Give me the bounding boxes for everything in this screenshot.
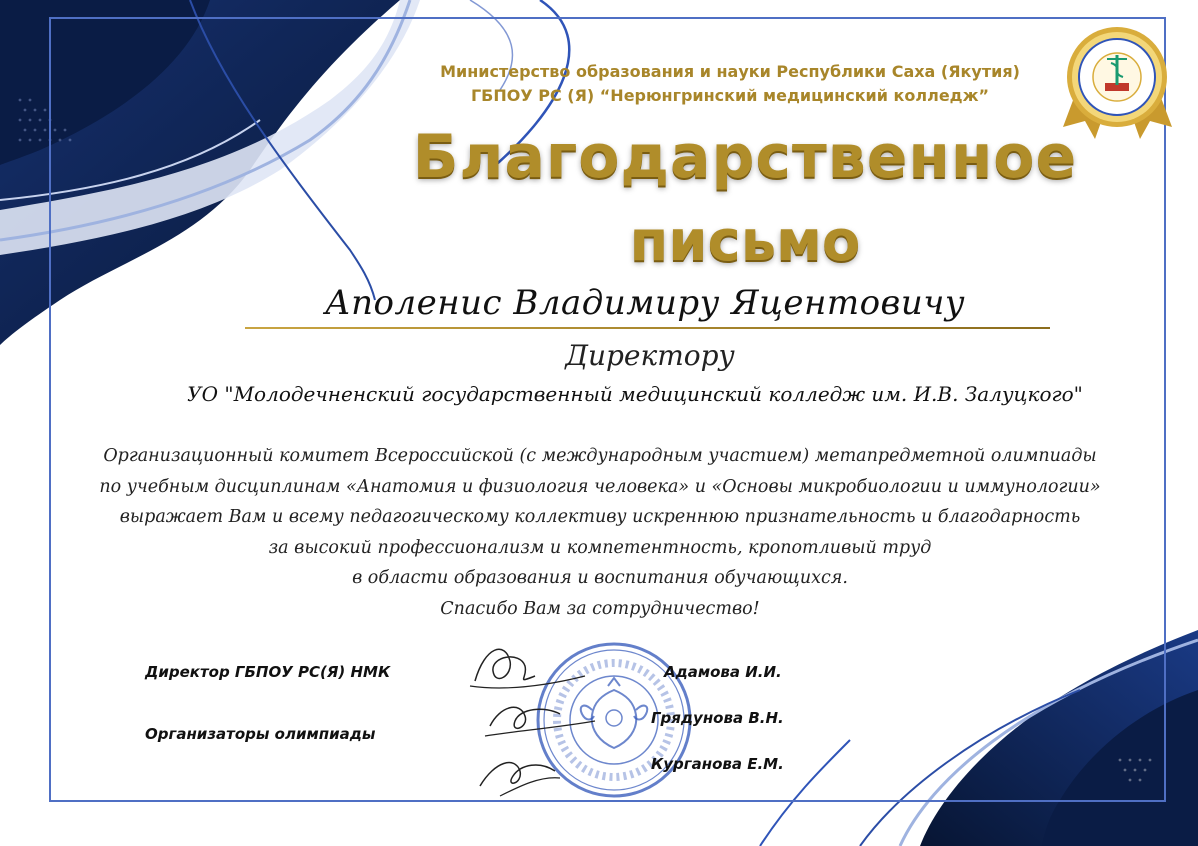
gratitude-line: выражает Вам и всему педагогическому коллективу искреннюю признательность и благодарность xyxy=(119,507,1081,527)
college-header: ГБПОУ РС (Я) “Нерюнгринский медицинский колледж” xyxy=(470,86,990,105)
certificate-title-line-1: Благодарственное xyxy=(412,122,1078,192)
ministry-header: Министерство образования и науки Республики Саха (Якутия) xyxy=(440,62,1020,81)
gratitude-line: Организационный комитет Всероссийской (с международным участием) метапредметной олимпиады xyxy=(103,446,1097,466)
recipient-name: Аполенис Владимиру Яцентовичу xyxy=(324,283,966,323)
certificate-title-line-2: письмо xyxy=(629,209,861,274)
gratitude-line: за высокий профессионализм и компетентность, кропотливый труд xyxy=(268,537,932,558)
signatory-name: Адамова И.И. xyxy=(664,663,782,681)
signatory-name: Грядунова В.Н. xyxy=(651,709,784,727)
recipient-underline xyxy=(245,327,1050,329)
thanks-line: Спасибо Вам за сотрудничество! xyxy=(440,598,760,619)
signatory-name: Курганова Е.М. xyxy=(651,755,784,773)
gratitude-text xyxy=(60,441,1140,624)
gratitude-line: в области образования и воспитания обучающихся. xyxy=(352,568,848,588)
organizers-role-label: Организаторы олимпиады xyxy=(145,725,376,743)
recipient-position: Директору xyxy=(565,339,735,372)
handwritten-signatures xyxy=(465,636,605,806)
recipient-organization: УО "Молодечненский государственный медицинский колледж им. И.В. Залуцкого" xyxy=(187,382,1083,406)
gratitude-line: по учебным дисциплинам «Анатомия и физиология человека» и «Основы микробиологии и иммунологии» xyxy=(99,476,1101,497)
director-role-label: Директор ГБПОУ РС(Я) НМК xyxy=(145,663,391,681)
